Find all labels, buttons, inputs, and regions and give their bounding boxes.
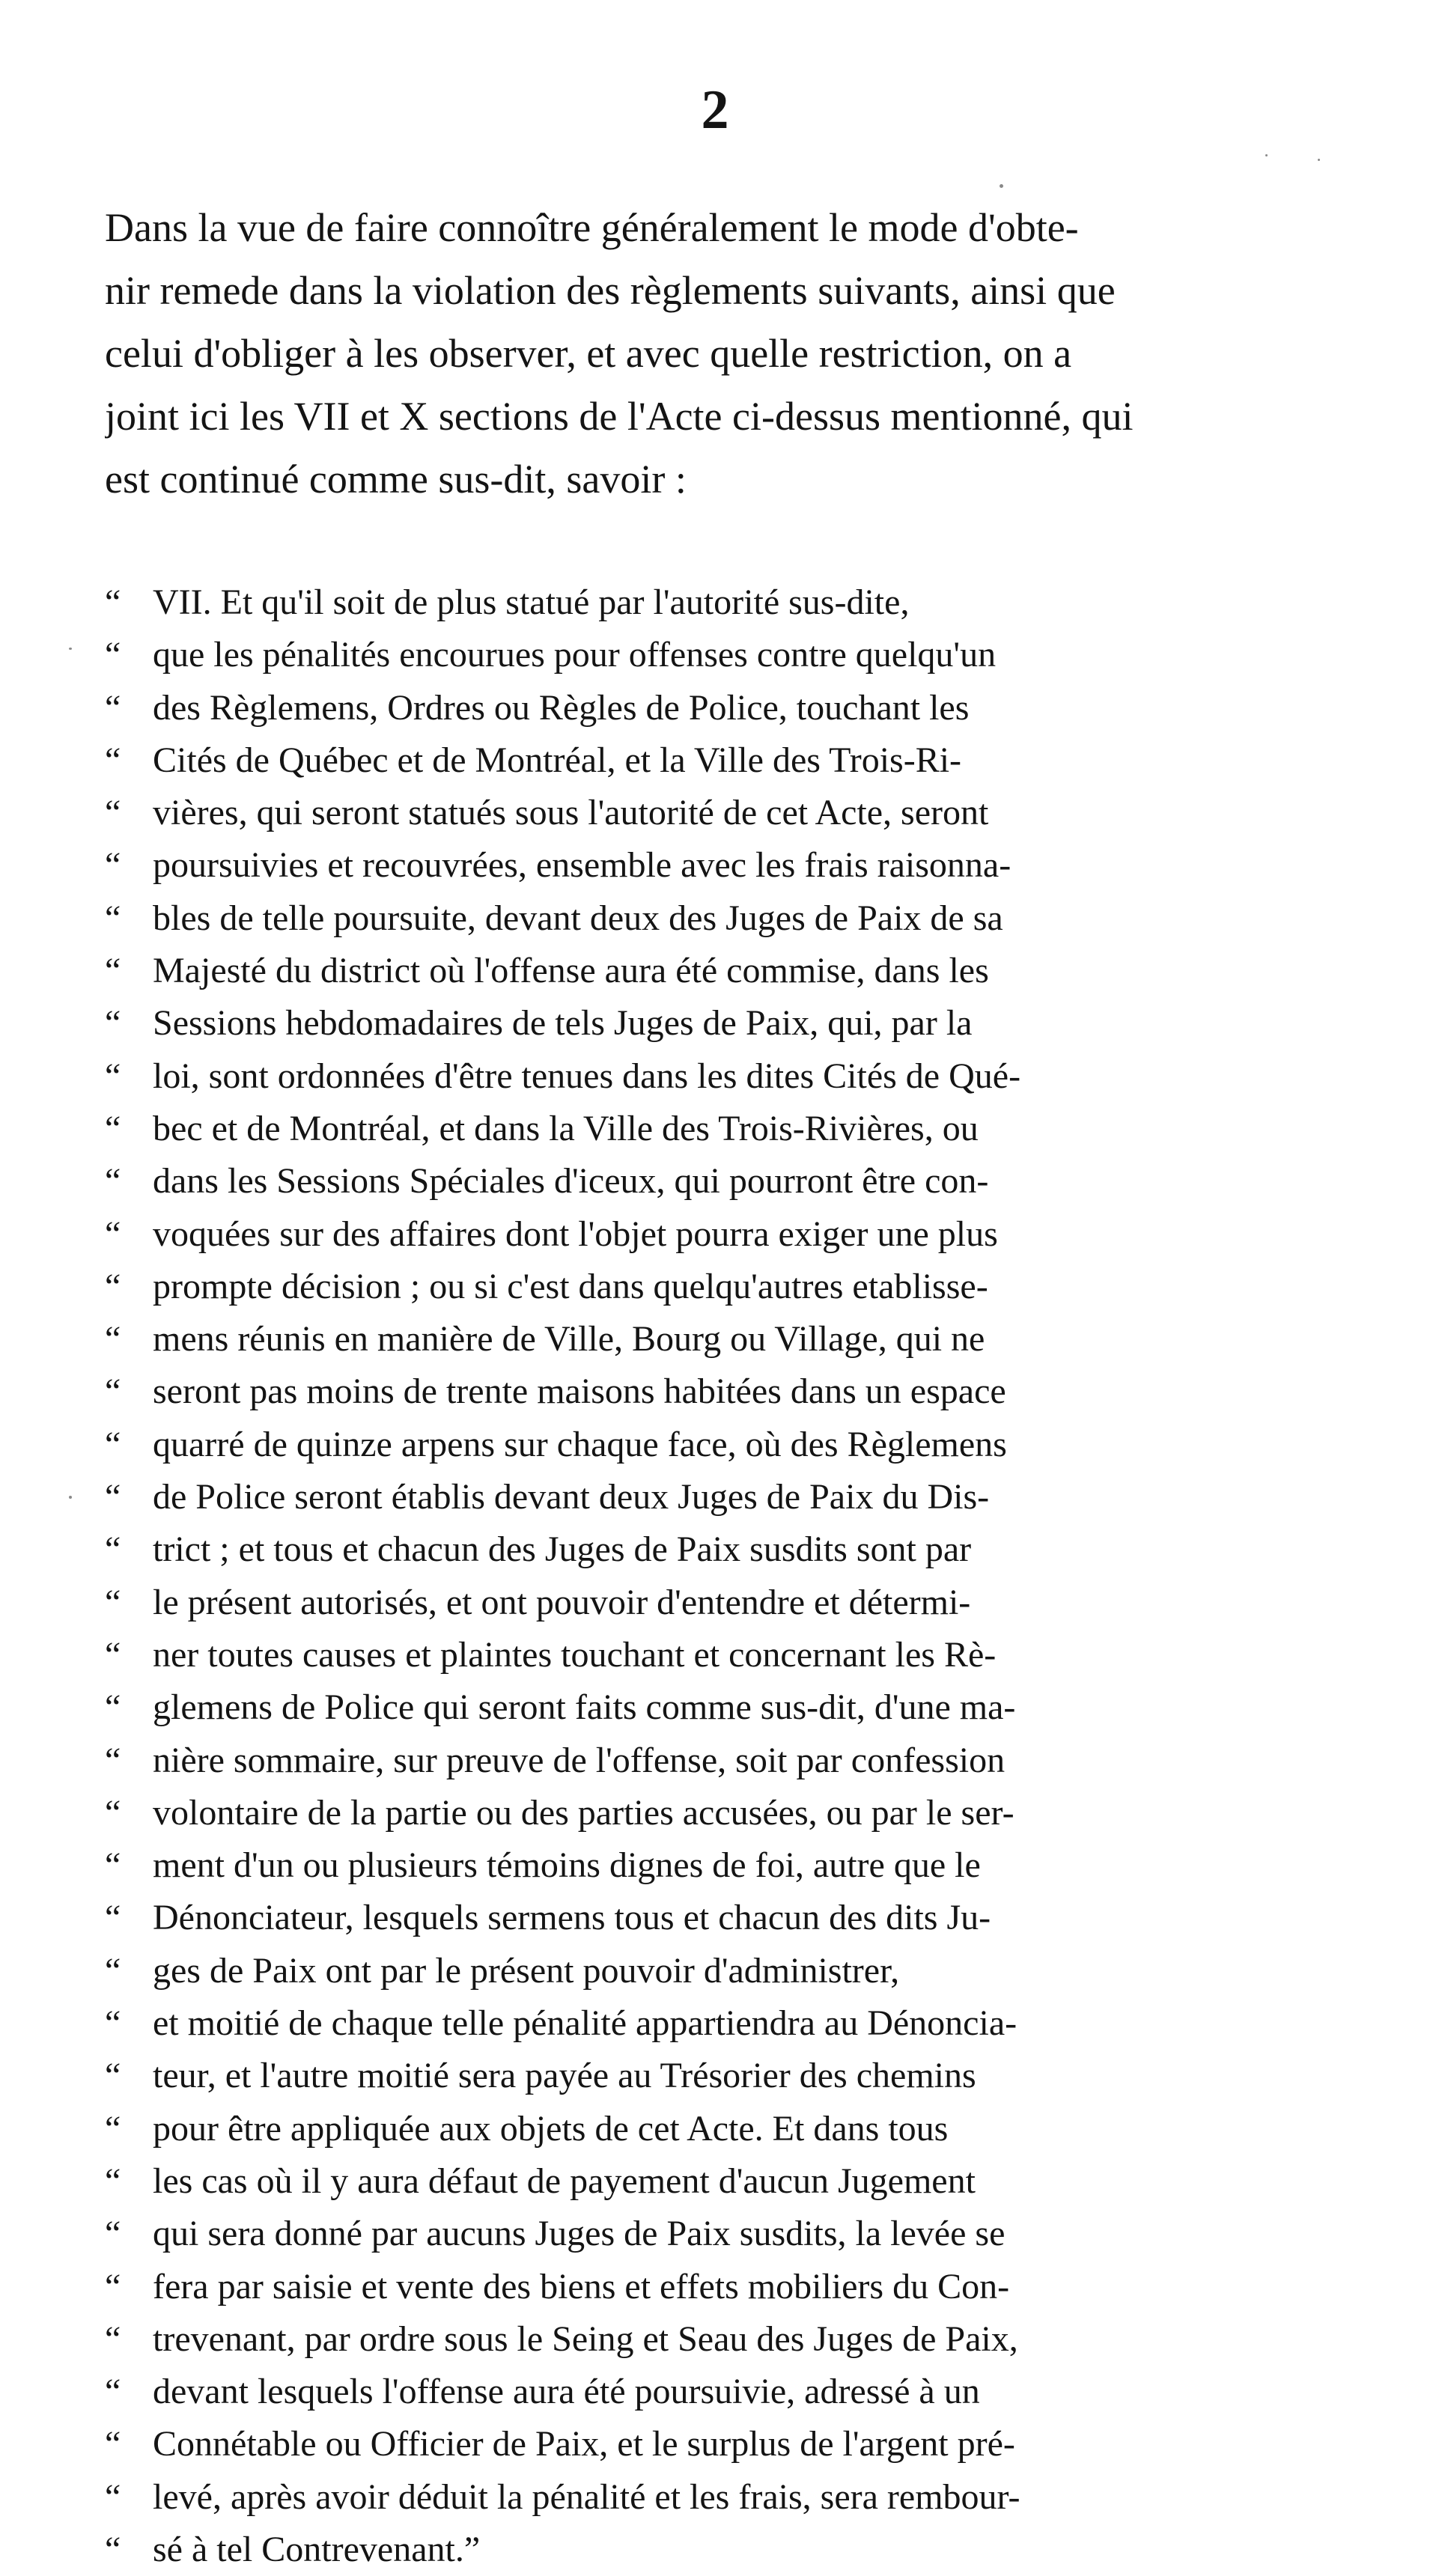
quote-mark: “ xyxy=(105,2372,121,2412)
quote-mark: “ xyxy=(105,740,121,780)
quote-mark: “ xyxy=(105,1214,121,1254)
quote-mark: “ xyxy=(105,582,121,622)
quote-line xyxy=(105,1261,1378,1313)
quote-line xyxy=(105,2471,1378,2524)
quote-mark: “ xyxy=(105,1319,121,1359)
quote-line xyxy=(105,839,1378,892)
quote-text: Cités de Québec et de Montréal, et la Ville des Trois-Ri- xyxy=(153,740,962,780)
quote-mark: “ xyxy=(105,2056,121,2096)
text-line: est continué comme sus-dit, savoir : xyxy=(105,457,687,502)
quote-mark: “ xyxy=(105,2266,121,2306)
quote-line xyxy=(105,2208,1378,2260)
quote-line xyxy=(105,2261,1378,2313)
quote-text: ges de Paix ont par le présent pouvoir d'administrer, xyxy=(153,1950,900,1991)
ink-speck xyxy=(1318,159,1320,161)
quote-line xyxy=(105,1050,1378,1103)
quote-text: qui sera donné par aucuns Juges de Paix susdits, la levée se xyxy=(153,2214,1006,2254)
quote-line xyxy=(105,1629,1378,1681)
quote-mark: “ xyxy=(105,1529,121,1570)
quote-line xyxy=(105,2103,1378,2155)
quote-line xyxy=(105,734,1378,787)
quote-text: Connétable ou Officier de Paix, et le surplus de l'argent pré- xyxy=(153,2424,1015,2464)
quote-text: fera par saisie et vente des biens et effets mobiliers du Con- xyxy=(153,2266,1010,2306)
quote-line xyxy=(105,1419,1378,1471)
quote-text: sé à tel Contrevenant.” xyxy=(153,2529,481,2569)
quote-text: que les pénalités encourues pour offenses contre quelqu'un xyxy=(153,635,997,675)
quote-mark: “ xyxy=(105,2003,121,2044)
quote-line xyxy=(105,1997,1378,2050)
quote-text: glemens de Police qui seront faits comme sus-dit, d'une ma- xyxy=(153,1687,1016,1728)
quote-line xyxy=(105,1681,1378,1734)
quote-mark: “ xyxy=(105,1687,121,1728)
ink-speck xyxy=(1000,184,1003,188)
quote-text: loi, sont ordonnées d'être tenues dans les dites Cités de Qué- xyxy=(153,1056,1021,1096)
text-line: Dans la vue de faire connoître généralement le mode d'obte- xyxy=(105,205,1079,250)
quote-text: voquées sur des affaires dont l'objet pourra exiger une plus xyxy=(153,1214,998,1254)
quote-text: trict ; et tous et chacun des Juges de Paix susdits sont par xyxy=(153,1529,972,1570)
quote-mark: “ xyxy=(105,793,121,833)
quote-line xyxy=(105,997,1378,1050)
quote-line xyxy=(105,2524,1378,2576)
ink-speck xyxy=(69,648,72,650)
quote-mark: “ xyxy=(105,2108,121,2149)
quote-line xyxy=(105,2366,1378,2418)
quote-line xyxy=(105,787,1378,839)
quote-line xyxy=(105,1208,1378,1261)
quote-text: dans les Sessions Spéciales d'iceux, qui pourront être con- xyxy=(153,1161,989,1202)
quote-line xyxy=(105,2155,1378,2208)
quote-text: ment d'un ou plusieurs témoins dignes de foi, autre que le xyxy=(153,1845,981,1886)
page-number: 2 xyxy=(701,79,729,141)
quoted-section xyxy=(105,576,1378,2576)
quote-line xyxy=(105,1787,1378,1839)
quote-mark: “ xyxy=(105,951,121,991)
quote-mark: “ xyxy=(105,2529,121,2569)
text-line: nir remede dans la violation des règlements suivants, ainsi que xyxy=(105,268,1116,313)
quote-line xyxy=(105,1365,1378,1418)
quote-line xyxy=(105,1577,1378,1629)
quote-mark: “ xyxy=(105,1950,121,1991)
quote-text: vières, qui seront statués sous l'autorité de cet Acte, seront xyxy=(153,793,989,833)
ink-speck xyxy=(69,1496,72,1499)
quote-text: Dénonciateur, lesquels sermens tous et chacun des dits Ju- xyxy=(153,1898,991,1938)
quote-mark: “ xyxy=(105,2476,121,2517)
quote-line xyxy=(105,1839,1378,1892)
quote-text: le présent autorisés, et ont pouvoir d'entendre et détermi- xyxy=(153,1582,971,1622)
quote-text: les cas où il y aura défaut de payement d'aucun Jugement xyxy=(153,2161,976,2201)
quote-mark: “ xyxy=(105,635,121,675)
quote-text: pour être appliquée aux objets de cet Acte. Et dans tous xyxy=(153,2108,949,2149)
quote-mark: “ xyxy=(105,1266,121,1306)
quote-text: bles de telle poursuite, devant deux des Juges de Paix de sa xyxy=(153,898,1003,938)
quote-text: quarré de quinze arpens sur chaque face, où des Règlemens xyxy=(153,1424,1007,1464)
quote-text: seront pas moins de trente maisons habitées dans un espace xyxy=(153,1371,1006,1412)
quote-line xyxy=(105,1313,1378,1365)
quote-text: nière sommaire, sur preuve de l'offense, soit par confession xyxy=(153,1740,1006,1780)
quote-text: ner toutes causes et plaintes touchant et concernant les Rè- xyxy=(153,1634,997,1675)
quote-text: mens réunis en manière de Ville, Bourg ou Village, qui ne xyxy=(153,1319,985,1359)
quote-mark: “ xyxy=(105,1424,121,1464)
quote-mark: “ xyxy=(105,1792,121,1833)
quote-mark: “ xyxy=(105,2424,121,2464)
quote-mark: “ xyxy=(105,1161,121,1202)
quote-line xyxy=(105,629,1378,681)
quote-line xyxy=(105,2313,1378,2366)
quote-text: Majesté du district où l'offense aura été commise, dans les xyxy=(153,951,989,991)
quote-line xyxy=(105,1735,1378,1787)
quote-mark: “ xyxy=(105,1477,121,1517)
quote-mark: “ xyxy=(105,845,121,886)
quote-line xyxy=(105,1155,1378,1208)
quote-line xyxy=(105,682,1378,734)
quote-line xyxy=(105,2418,1378,2470)
quote-text: des Règlemens, Ordres ou Règles de Police, touchant les xyxy=(153,687,970,728)
quote-text: poursuivies et recouvrées, ensemble avec les frais raisonna- xyxy=(153,845,1012,886)
quote-mark: “ xyxy=(105,1898,121,1938)
quote-mark: “ xyxy=(105,898,121,938)
quote-text: devant lesquels l'offense aura été poursuivie, adressé à un xyxy=(153,2372,980,2412)
quote-mark: “ xyxy=(105,2318,121,2359)
ink-speck xyxy=(1265,154,1268,156)
quote-text: trevenant, par ordre sous le Seing et Seau des Juges de Paix, xyxy=(153,2318,1018,2359)
quote-mark: “ xyxy=(105,1582,121,1622)
quote-line xyxy=(105,1523,1378,1576)
quote-mark: “ xyxy=(105,1634,121,1675)
quote-text: levé, après avoir déduit la pénalité et les frais, sera rembour- xyxy=(153,2476,1020,2517)
text-line: joint ici les VII et X sections de l'Acte ci-dessus mentionné, qui xyxy=(105,394,1134,439)
quote-mark: “ xyxy=(105,1845,121,1886)
quote-mark: “ xyxy=(105,1740,121,1780)
quote-mark: “ xyxy=(105,687,121,728)
quote-text: prompte décision ; ou si c'est dans quelqu'autres etablisse- xyxy=(153,1266,988,1306)
quote-mark: “ xyxy=(105,2214,121,2254)
quote-mark: “ xyxy=(105,2161,121,2201)
quote-text: de Police seront établis devant deux Juges de Paix du Dis- xyxy=(153,1477,990,1517)
quote-line xyxy=(105,1103,1378,1155)
quote-text: VII. Et qu'il soit de plus statué par l'autorité sus-dite, xyxy=(153,582,910,622)
text-line: celui d'obliger à les observer, et avec quelle restriction, on a xyxy=(105,331,1072,376)
quote-line xyxy=(105,2050,1378,2102)
quote-text: volontaire de la partie ou des parties accusées, ou par le ser- xyxy=(153,1792,1014,1833)
quote-line xyxy=(105,945,1378,997)
quote-line xyxy=(105,1892,1378,1944)
intro-paragraph xyxy=(105,196,1378,511)
quote-text: Sessions hebdomadaires de tels Juges de Paix, qui, par la xyxy=(153,1003,973,1044)
quote-mark: “ xyxy=(105,1108,121,1148)
quote-mark: “ xyxy=(105,1003,121,1044)
quote-mark: “ xyxy=(105,1056,121,1096)
quote-text: et moitié de chaque telle pénalité appartiendra au Dénoncia- xyxy=(153,2003,1017,2044)
quote-text: teur, et l'autre moitié sera payée au Trésorier des chemins xyxy=(153,2056,976,2096)
quote-text: bec et de Montréal, et dans la Ville des Trois-Rivières, ou xyxy=(153,1108,979,1148)
quote-line xyxy=(105,1945,1378,1997)
quote-mark: “ xyxy=(105,1371,121,1412)
quote-line xyxy=(105,576,1378,629)
quote-line xyxy=(105,892,1378,945)
quote-line xyxy=(105,1471,1378,1523)
